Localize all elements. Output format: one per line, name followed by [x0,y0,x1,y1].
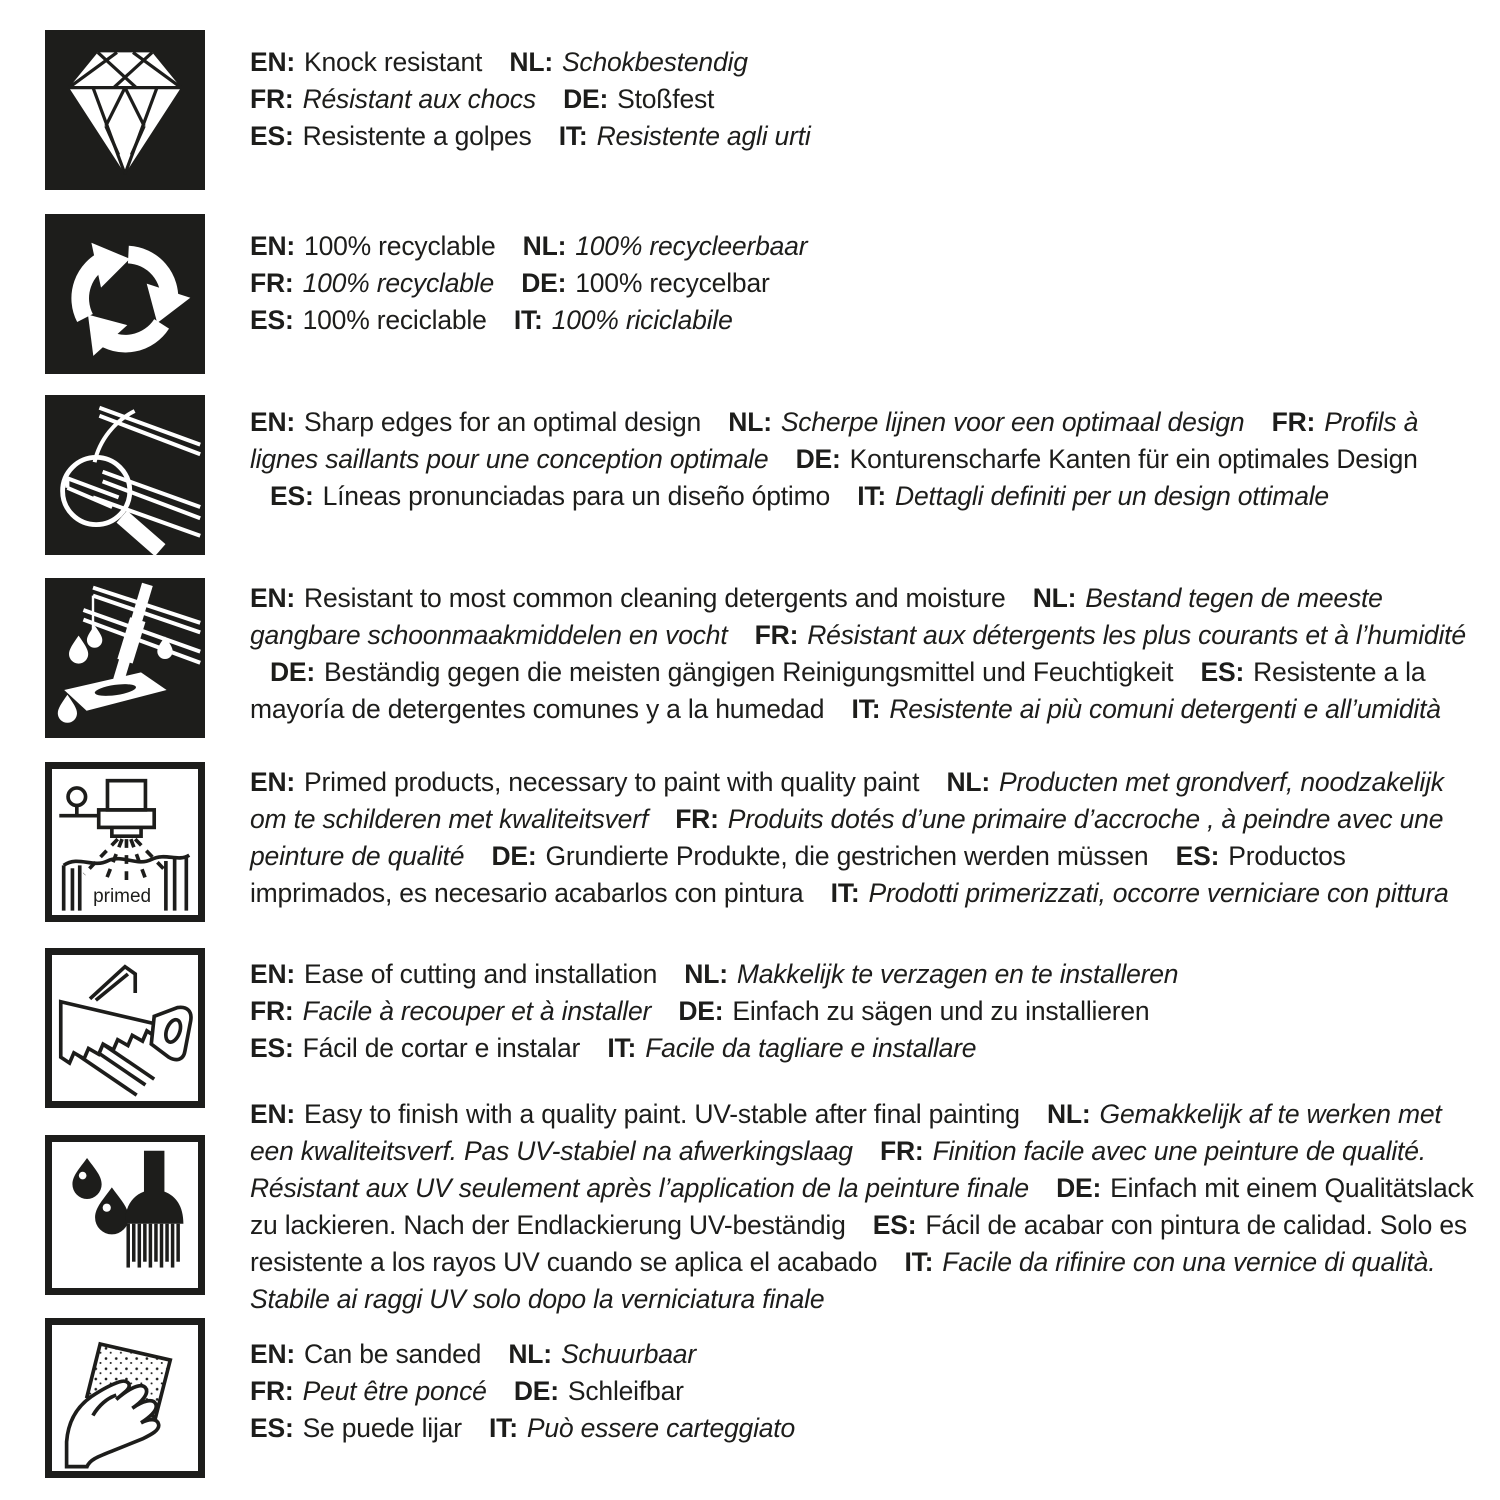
feature-text: Schleifbar [567,1376,684,1406]
recycle-icon [45,214,205,374]
feature-text: Beständig gegen die meisten gängigen Reinigungsmittel und Feuchtigkeit [324,657,1174,687]
language-label: EN: [250,1099,296,1129]
feature-text: Bestand tegen de meeste gangbare schoonmaakmiddelen en vocht [250,583,1383,650]
feature-text: Peut être poncé [302,1376,487,1406]
language-label: IT: [851,694,881,724]
language-label: FR: [754,620,799,650]
feature-text: 100% recyclable [304,231,496,261]
primer-spray-icon [45,762,205,922]
feature-text: Productos imprimados, es necesario acabarlos con pintura [250,841,1346,908]
language-label: IT: [558,121,588,151]
language-label: ES: [1175,841,1220,871]
language-label: NL: [684,959,728,989]
feature-text: Facile da tagliare e installare [645,1033,977,1063]
feature-description [250,228,1475,339]
feature-text: Resistente a golpes [302,121,532,151]
feature-text: Schuurbaar [560,1339,696,1369]
feature-text: 100% recyclable [302,268,495,298]
feature-description [250,44,1475,155]
language-label: NL: [728,407,772,437]
feature-text: Può essere carteggiato [526,1413,795,1443]
feature-text: Scherpe lijnen voor een optimaal design [780,407,1245,437]
language-label: FR: [675,804,719,834]
diamond-icon [45,30,205,190]
feature-description [250,1336,1475,1447]
feature-text: 100% recycleerbaar [575,231,808,261]
language-label: EN: [250,583,296,613]
language-label: FR: [1271,407,1316,437]
mop-icon [45,578,205,738]
saw-icon [45,948,205,1108]
feature-text: Fácil de acabar con pintura de calidad. Solo es resistente a los rayos UV cuando se aplica el acabado [250,1210,1467,1277]
language-label: ES: [250,1413,294,1443]
magnifier-edge-icon [45,395,205,555]
feature-text: Makkelijk te verzagen en te installeren [736,959,1179,989]
feature-text: Can be sanded [304,1339,482,1369]
feature-text: Einfach mit einem Qualitätslack zu lackieren. Nach der Endlackierung UV-beständig [250,1173,1474,1240]
language-label: NL: [522,231,567,261]
feature-text: Facile à recouper et à installer [302,996,652,1026]
language-label: ES: [872,1210,917,1240]
language-label: DE: [1056,1173,1102,1203]
language-label: NL: [946,767,990,797]
feature-description [250,580,1475,728]
feature-text: Fácil de cortar e instalar [302,1033,581,1063]
language-label: EN: [250,47,296,77]
feature-text: Líneas pronunciadas para un diseño óptimo [322,481,831,511]
language-label: NL: [1032,583,1077,613]
feature-description [250,404,1475,515]
language-label: DE: [270,657,316,687]
paint-brush-icon [45,1135,205,1295]
feature-text: Prodotti primerizzati, occorre verniciare con pittura [868,878,1449,908]
feature-text: Stoßfest [617,84,715,114]
language-label: EN: [250,231,296,261]
language-label: IT: [513,305,543,335]
language-label: NL: [509,47,553,77]
language-label: IT: [607,1033,637,1063]
feature-text: Producten met grondverf, noodzakelijk om te schilderen met kwaliteitsverf [250,767,1444,834]
primed-word: primed [93,885,152,907]
language-label: ES: [250,121,294,151]
feature-text: Resistente ai più comuni detergenti e all’umidità [889,694,1441,724]
feature-description [250,764,1475,912]
language-label: FR: [250,268,294,298]
language-label: EN: [250,959,296,989]
feature-description [250,956,1475,1067]
feature-text: Résistant aux chocs [302,84,536,114]
feature-text: Resistente a la mayoría de detergentes comunes y a la humedad [250,657,1426,724]
feature-text: 100% reciclable [302,305,487,335]
language-label: NL: [1046,1099,1091,1129]
language-label: NL: [508,1339,552,1369]
feature-text: Resistente agli urti [596,121,811,151]
language-label: DE: [795,444,841,474]
feature-text: Résistant aux détergents les plus courants et à l’humidité [807,620,1466,650]
feature-text: 100% riciclabile [551,305,733,335]
feature-text: Ease of cutting and installation [304,959,658,989]
feature-text: Facile da rifinire con una vernice di qualità. Stabile ai raggi UV solo dopo la verniciatura finale [250,1247,1436,1314]
language-label: ES: [250,305,294,335]
feature-text: Konturenscharfe Kanten für ein optimales Design [849,444,1418,474]
language-label: FR: [250,1376,294,1406]
language-label: DE: [678,996,724,1026]
language-label: FR: [250,996,294,1026]
feature-text: Schokbestendig [561,47,748,77]
feature-text: Profils à lignes saillants pour une conception optimale [250,407,1419,474]
feature-text: Se puede lijar [302,1413,462,1443]
feature-text: Sharp edges for an optimal design [304,407,702,437]
feature-text: Produits dotés d’une primaire d’accroche , à peindre avec une peinture de qualité [250,804,1444,871]
feature-text: Finition facile avec une peinture de qualité. Résistant aux UV seulement après l’application de la peinture finale [250,1136,1426,1203]
feature-description [250,1096,1475,1318]
language-label: DE: [491,841,537,871]
language-label: FR: [880,1136,924,1166]
feature-text: Resistant to most common cleaning detergents and moisture [304,583,1006,613]
feature-text: Gemakkelijk af te werken met een kwaliteitsverf. Pas UV-stabiel na afwerkingslaag [250,1099,1442,1166]
language-label: ES: [1200,657,1245,687]
language-label: EN: [250,407,296,437]
feature-text: Dettagli definiti per un design ottimale [895,481,1329,511]
language-label: DE: [513,1376,559,1406]
language-label: ES: [250,1033,294,1063]
feature-text: Einfach zu sägen und zu installieren [732,996,1150,1026]
feature-text: Knock resistant [304,47,483,77]
language-label: IT: [830,878,860,908]
language-label: IT: [904,1247,934,1277]
feature-text: Primed products, necessary to paint with quality paint [304,767,920,797]
feature-text: Easy to finish with a quality paint. UV-stable after final painting [304,1099,1020,1129]
language-label: FR: [250,84,294,114]
language-label: EN: [250,1339,296,1369]
feature-text: Grundierte Produkte, die gestrichen werden müssen [545,841,1149,871]
language-label: IT: [857,481,887,511]
language-label: DE: [563,84,609,114]
feature-text: 100% recycelbar [575,268,770,298]
language-label: IT: [489,1413,518,1443]
language-label: ES: [270,481,314,511]
language-label: EN: [250,767,296,797]
language-label: DE: [521,268,567,298]
sanding-hand-icon [45,1318,205,1478]
